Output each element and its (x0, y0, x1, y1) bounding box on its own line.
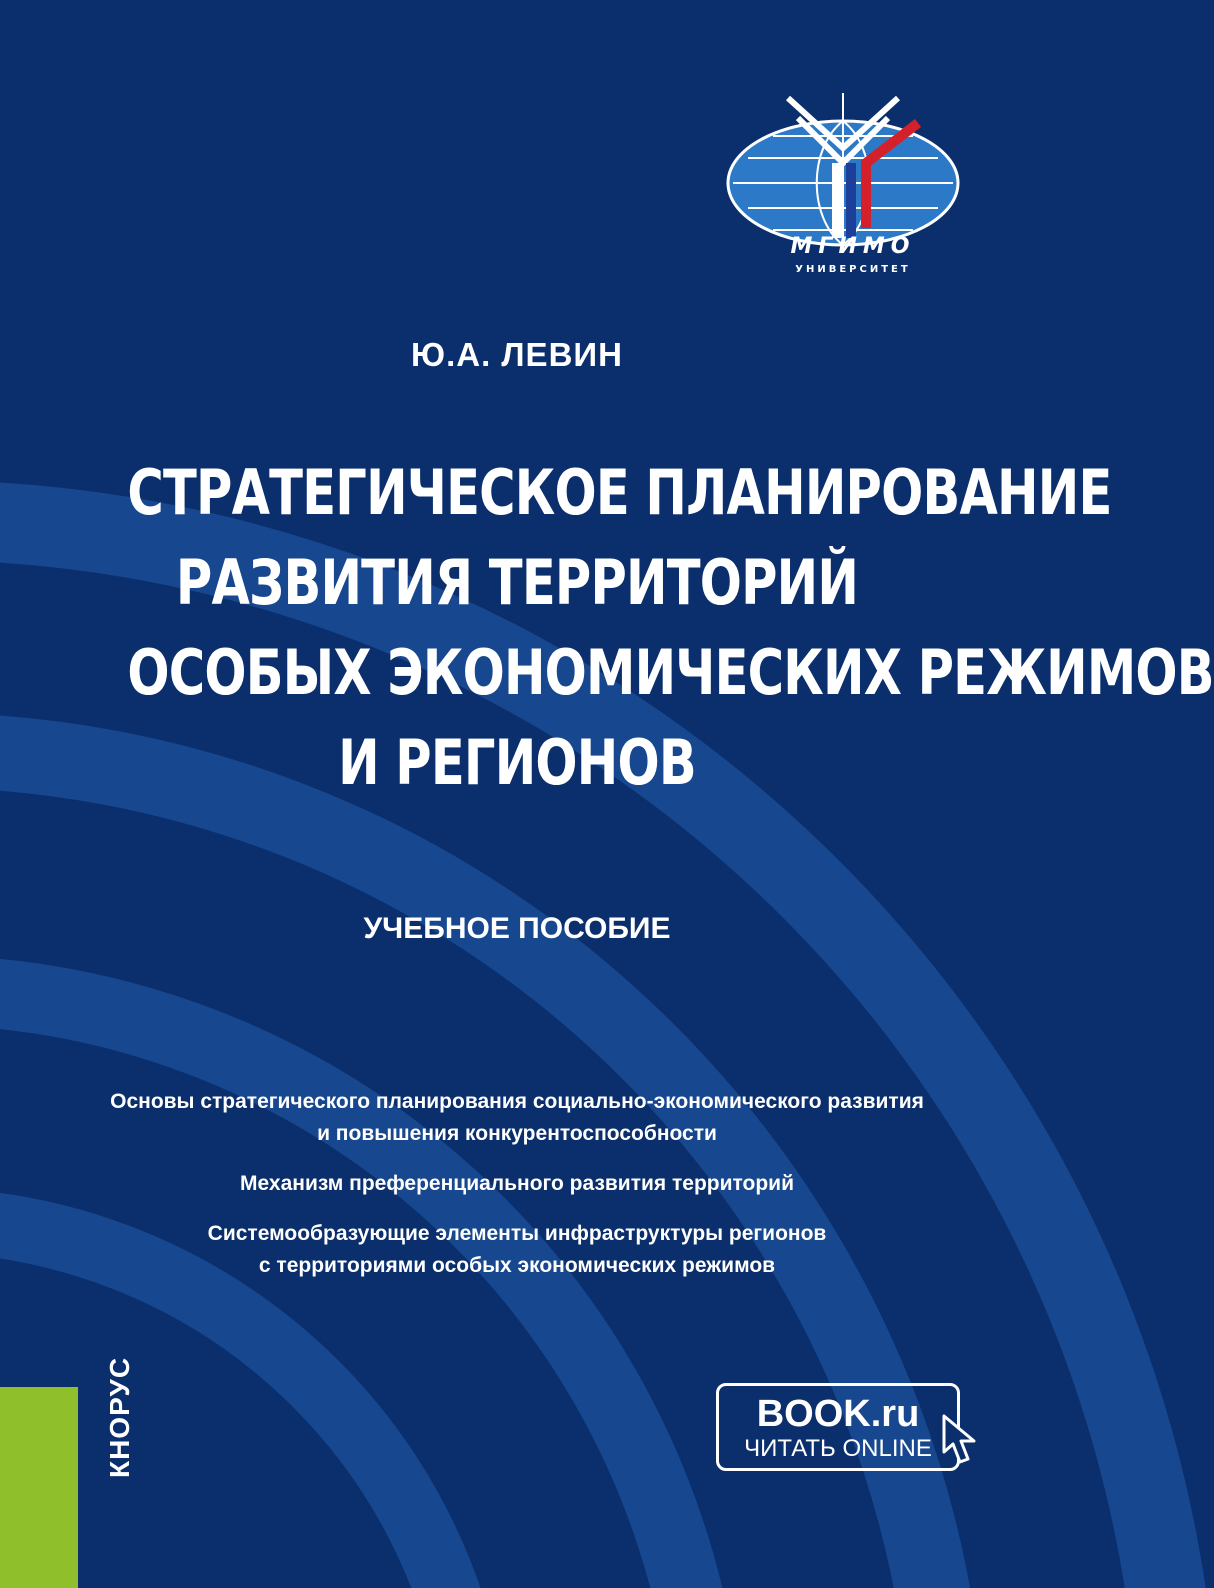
bookru-read-online-badge[interactable] (716, 1383, 960, 1471)
publisher-name: КНОРУС (104, 1356, 135, 1478)
title-line: И РЕГИОНОВ (338, 726, 696, 799)
topic-item (60, 1218, 974, 1282)
cursor-arrow-icon (940, 1412, 984, 1468)
title-line: ОСОБЫХ ЭКОНОМИЧЕСКИХ РЕЖИМОВ (127, 636, 1214, 709)
title-line: РАЗВИТИЯ ТЕРРИТОРИЙ (175, 546, 859, 619)
title-line: СТРАТЕГИЧЕСКОЕ ПЛАНИРОВАНИЕ (127, 456, 1112, 529)
badge-brand: BOOK.ru (756, 1393, 920, 1435)
author-name: Ю.А. ЛЕВИН (411, 336, 623, 373)
topic-item (60, 1086, 974, 1150)
book-title (127, 448, 1214, 808)
book-subtitle: УЧЕБНОЕ ПОСОБИЕ (363, 912, 671, 945)
topic-line: Основы стратегического планирования социально-экономического развития (110, 1090, 924, 1113)
topic-item (60, 1168, 974, 1200)
topic-line: с территориями особых экономических режимов (258, 1254, 776, 1277)
publisher-color-strip (0, 1387, 78, 1588)
badge-action-label: ЧИТАТЬ ONLINE (744, 1435, 932, 1462)
topic-line: и повышения конкурентоспособности (317, 1122, 717, 1145)
logo-subtitle: УНИВЕРСИТЕТ (795, 264, 911, 275)
topic-line: Системообразующие элементы инфраструктуры регионов (207, 1222, 827, 1245)
logo-wordmark: МГИМО (790, 234, 916, 259)
topics-list (60, 1086, 974, 1300)
topic-line: Механизм преференциального развития территорий (240, 1172, 794, 1195)
